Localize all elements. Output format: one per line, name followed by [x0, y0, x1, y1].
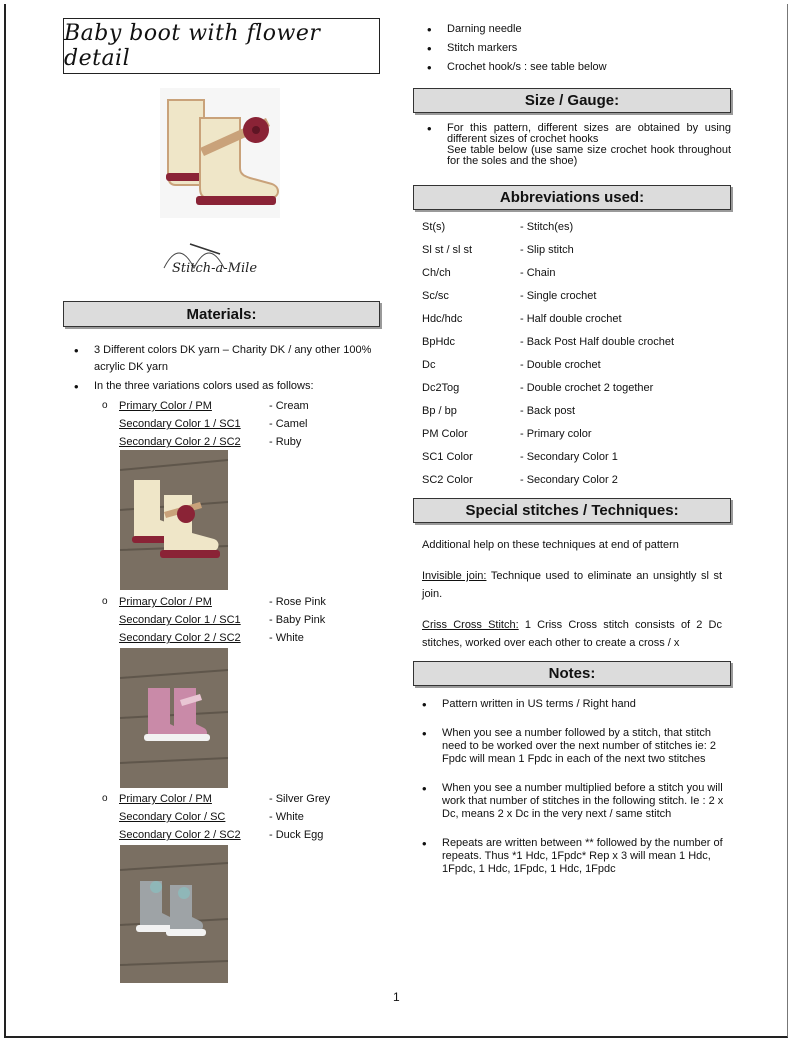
abbr-row — [422, 267, 555, 279]
color-value: - Silver Grey — [269, 793, 331, 805]
abbr-value: - Double crochet 2 together — [520, 382, 654, 394]
abbr-value: - Back Post Half double crochet — [520, 336, 675, 348]
abbr-key: SC1 Color — [422, 451, 473, 463]
title-box — [63, 18, 380, 74]
note-item: • When you see a number followed by a stitch, that stitch need to be worked over the next number of stitches ie: 2 Fpdc will mean 1 Fpdc in each of the next two stitches — [416, 727, 726, 766]
abbreviations-heading — [413, 185, 731, 210]
abbr-row — [422, 244, 574, 256]
abbr-key: Sl st / sl st — [422, 244, 473, 256]
color-value: - White — [269, 632, 304, 644]
color-label: Primary Color / PM — [119, 596, 212, 608]
materials-item: • 3 Different colors DK yarn – Charity DK / any other 100% acrylic DK yarn — [68, 342, 378, 376]
criss-cross-label: Criss Cross Stitch: — [422, 619, 519, 631]
tools-item: • Crochet hook/s : see table below — [421, 58, 741, 77]
abbr-key: Sc/sc — [422, 290, 449, 302]
sub-bullet-icon: o — [102, 596, 108, 607]
criss-cross-stitch — [422, 616, 722, 652]
color-value: - Duck Egg — [269, 829, 324, 841]
size-text-2: See table below (use same size crochet hook throughout for the soles and the shoe) — [447, 144, 731, 167]
color-label: Primary Color / PM — [119, 400, 212, 412]
variation-2-colors — [102, 593, 326, 647]
invisible-join-label: Invisible join: — [422, 570, 487, 582]
color-value: - White — [269, 811, 304, 823]
special-intro: Additional help on these techniques at end of pattern — [422, 539, 679, 551]
color-label: Secondary Color / SC — [119, 811, 226, 823]
abbr-row — [422, 451, 618, 463]
notes-heading-text: Notes: — [548, 665, 596, 682]
variation-1-colors — [102, 397, 309, 451]
abbr-value: - Double crochet — [520, 359, 601, 371]
stitch-a-mile-logo — [160, 240, 290, 280]
page-title: Baby boot with flower detail — [64, 21, 321, 71]
page-number: 1 — [393, 990, 400, 1004]
abbr-key: Dc2Tog — [422, 382, 460, 394]
size-item — [421, 123, 731, 167]
size-heading — [413, 88, 731, 113]
color-label: Secondary Color 2 / SC2 — [119, 632, 241, 644]
boot-photo-grey — [120, 845, 228, 983]
notes-heading — [413, 661, 731, 686]
note-item: • Repeats are written between ** followed by the number of repeats. Thus *1 Hdc, 1Fpdc* Rep x 3 will mean 1 Hdc, 1Fpdc, 1 Hdc, 1Fpdc, 1 Hdc, 1Fpdc — [416, 837, 726, 876]
note-item: • When you see a number multiplied before a stitch you will work that number of stitches in the following stitch. Ie : 2 x Dc, means 2 x Dc in the very next / same stitch — [416, 782, 726, 821]
abbr-key: Bp / bp — [422, 405, 457, 417]
color-label: Secondary Color 2 / SC2 — [119, 829, 241, 841]
color-label: Secondary Color 2 / SC2 — [119, 436, 241, 448]
materials-heading — [63, 301, 380, 327]
hero-boot-image — [160, 88, 280, 218]
abbr-row — [422, 474, 618, 486]
abbr-value: - Half double crochet — [520, 313, 622, 325]
sub-bullet-icon: o — [102, 793, 108, 804]
logo-text: Stitch-a-Mile — [172, 261, 258, 276]
abbr-key: Ch/ch — [422, 267, 451, 279]
abbr-value: - Stitch(es) — [520, 221, 574, 233]
special-heading-text: Special stitches / Techniques: — [465, 502, 679, 519]
abbr-row — [422, 428, 592, 440]
abbr-row — [422, 221, 573, 233]
abbr-key: PM Color — [422, 428, 468, 440]
invisible-join-text: Technique used to eliminate an unsightly sl st join. — [422, 570, 722, 600]
abbr-value: - Primary color — [520, 428, 592, 440]
notes-list — [416, 698, 726, 892]
abbr-value: - Single crochet — [520, 290, 597, 302]
color-value: - Camel — [269, 418, 308, 430]
abbr-key: Hdc/hdc — [422, 313, 463, 325]
materials-list — [68, 342, 378, 395]
invisible-join — [422, 567, 722, 603]
boot-photo-cream-ruby — [120, 450, 228, 590]
abbr-row — [422, 405, 575, 417]
color-label: Primary Color / PM — [119, 793, 212, 805]
color-value: - Baby Pink — [269, 614, 326, 626]
color-label: Secondary Color 1 / SC1 — [119, 614, 241, 626]
tools-item: • Stitch markers — [421, 39, 741, 58]
size-text: For this pattern, different sizes are obtained by using different sizes of crochet hooks — [447, 122, 731, 145]
criss-cross-text: 1 Criss Cross stitch consists of 2 Dc stitches, worked over each other to create a cross / x — [422, 619, 722, 649]
abbr-row — [422, 313, 622, 325]
abbr-row — [422, 336, 674, 348]
special-stitches-heading — [413, 498, 731, 523]
abbr-value: - Secondary Color 1 — [520, 451, 618, 463]
abbr-key: St(s) — [422, 221, 446, 233]
color-value: - Rose Pink — [269, 596, 326, 608]
materials-heading-text: Materials: — [186, 305, 257, 323]
color-value: - Cream — [269, 400, 309, 412]
abbr-key: Dc — [422, 359, 436, 371]
abbr-value: - Chain — [520, 267, 556, 279]
abbr-row — [422, 382, 653, 394]
sub-bullet-icon: o — [102, 400, 108, 411]
color-value: - Ruby — [269, 436, 302, 448]
abbr-key: BpHdc — [422, 336, 456, 348]
abbr-value: - Back post — [520, 405, 576, 417]
variation-3-colors — [102, 790, 330, 844]
note-item: • Pattern written in US terms / Right hand — [416, 698, 726, 711]
size-list — [421, 123, 731, 167]
boot-photo-pink — [120, 648, 228, 788]
size-heading-text: Size / Gauge: — [524, 92, 620, 109]
abbr-key: SC2 Color — [422, 474, 473, 486]
abbr-row — [422, 359, 601, 371]
tools-item: • Darning needle — [421, 20, 741, 39]
abbreviations-heading-text: Abbreviations used: — [499, 189, 645, 206]
tools-list — [421, 20, 741, 77]
abbr-value: - Secondary Color 2 — [520, 474, 618, 486]
abbr-value: - Slip stitch — [520, 244, 574, 256]
abbr-row — [422, 290, 596, 302]
color-label: Secondary Color 1 / SC1 — [119, 418, 241, 430]
materials-item: • In the three variations colors used as follows: — [68, 378, 378, 395]
